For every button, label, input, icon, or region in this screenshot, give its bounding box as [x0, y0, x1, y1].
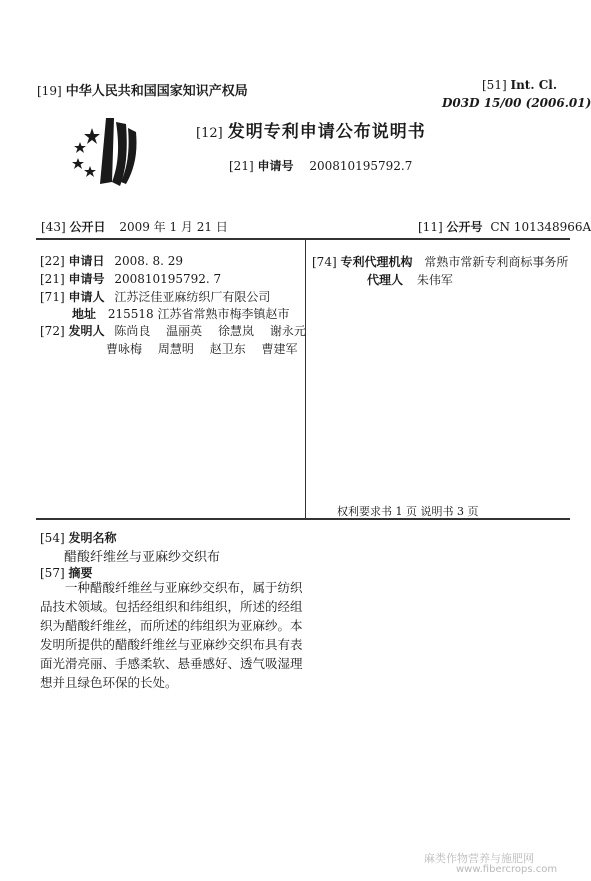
top-rule [36, 238, 570, 240]
app-label: 申请号 [68, 272, 105, 286]
pages-note: 权利要求书 1 页 说明书 3 页 [337, 505, 479, 518]
header-appno-label: 申请号 [257, 159, 294, 173]
intcl-line [482, 78, 557, 92]
invention-name-tag: [54] [40, 531, 65, 545]
office-name: 中华人民共和国国家知识产权局 [65, 84, 248, 99]
applicant-tag: [71] [40, 290, 65, 304]
agent-label: 代理人 [367, 273, 404, 287]
header-appno-tag: [21] [229, 159, 254, 173]
app-no-line [40, 270, 221, 287]
agent-value: 朱伟军 [416, 273, 453, 287]
column-divider [305, 240, 306, 518]
abstract-label: 摘要 [68, 566, 93, 580]
inventor-name: 陈尚良 [114, 324, 151, 338]
pub-date-value: 2009 年 1 月 21 日 [119, 220, 228, 234]
inventor-line-1 [40, 322, 306, 339]
pub-no-line [418, 218, 591, 235]
doc-tag: [12] [196, 126, 223, 141]
agent-line [367, 271, 453, 288]
watermark-url: www.fibercrops.com [456, 864, 558, 875]
mid-rule [36, 518, 570, 520]
filing-label: 申请日 [68, 254, 105, 268]
header-appno-value: 200810195792.7 [309, 159, 413, 173]
filing-value: 2008. 8. 29 [114, 254, 184, 268]
pub-no-tag: [11] [418, 220, 443, 234]
agency-value: 常熟市常新专利商标事务所 [424, 255, 569, 269]
inventor-line-2 [106, 340, 298, 357]
pub-no-value: CN 101348966A [490, 220, 591, 234]
inventor-name: 温丽英 [166, 324, 203, 338]
abstract-tag: [57] [40, 566, 65, 580]
office-tag: [19] [37, 84, 62, 98]
pub-date-line [41, 218, 228, 235]
doc-title-line [196, 117, 426, 142]
header-appno-line [229, 157, 412, 174]
agency-label: 专利代理机构 [340, 255, 413, 269]
patent-office-emblem-icon [66, 112, 158, 192]
inventor-tag: [72] [40, 324, 65, 338]
inventor-label: 发明人 [68, 324, 105, 338]
inventor-name: 曹咏梅 [106, 342, 143, 356]
applicant-line [40, 288, 270, 305]
abstract-text: 一种醋酸纤维丝与亚麻纱交织布，属于纺织品技术领域。包括经组织和纬组织，所述的经组织为醋酸纤维丝，而所述的纬组织为亚麻纱。本发明所提供的醋酸纤维丝与亚麻纱交织布具有表面光滑亮丽、手感柔软、悬垂感好、透气吸湿理想并且绿色环保的长处。 [40, 580, 303, 690]
inventor-name: 谢永元 [269, 324, 306, 338]
inventor-name: 赵卫东 [209, 342, 246, 356]
invention-name: 醋酸纤维丝与亚麻纱交织布 [64, 550, 221, 565]
intcl-label: Int. Cl. [510, 78, 557, 92]
inventor-name: 曹建军 [261, 342, 298, 356]
address-value: 215518 江苏省常熟市梅李镇赵市 [107, 307, 290, 321]
invention-name-label: 发明名称 [68, 531, 117, 545]
filing-tag: [22] [40, 254, 65, 268]
filing-date-line [40, 252, 183, 269]
applicant-value: 江苏泛佳亚麻纺织厂有限公司 [114, 290, 271, 304]
address-line [72, 305, 289, 322]
agency-line [312, 253, 568, 270]
doc-title: 发明专利申请公布说明书 [227, 122, 426, 142]
app-tag: [21] [40, 272, 65, 286]
pub-date-tag: [43] [41, 220, 66, 234]
agency-tag: [74] [312, 255, 337, 269]
invention-name-heading [40, 529, 116, 546]
pub-no-label: 公开号 [446, 220, 483, 234]
app-value: 200810195792. 7 [114, 272, 222, 286]
applicant-label: 申请人 [68, 290, 105, 304]
intcl-value: D03D 15/00 (2006.01) [442, 96, 591, 110]
office-line [37, 80, 248, 99]
pub-date-label: 公开日 [69, 220, 106, 234]
address-label: 地址 [72, 307, 97, 321]
watermark-title: 麻类作物营养与施肥网 [424, 852, 534, 865]
inventor-name: 徐慧岚 [218, 324, 255, 338]
intcl-tag: [51] [482, 78, 507, 92]
inventor-name: 周慧明 [157, 342, 194, 356]
